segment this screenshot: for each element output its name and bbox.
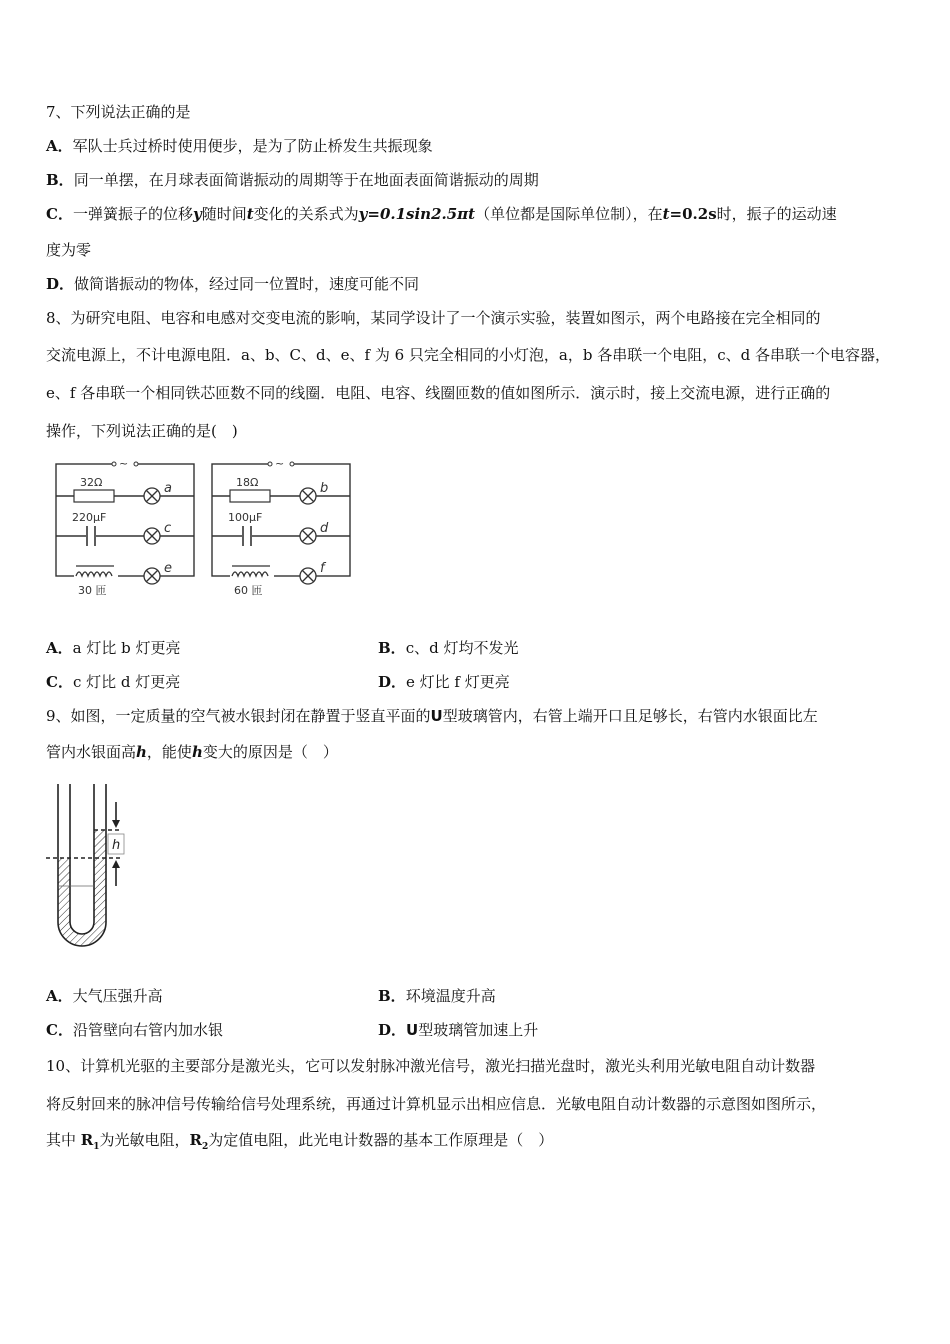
option-label: C． (46, 673, 73, 691)
option-text: 随时间 (201, 205, 247, 223)
ac-source-left (112, 457, 138, 470)
option-text: 同一单摆，在月球表面简谐振动的周期等于在地面表面简谐振动的周期 (73, 171, 539, 189)
q10-stem-line2: 将反射回来的脉冲信号传输给信号处理系统，再通过计算机显示出相应信息．光敏电阻自动计数器的示意图如图所示， (46, 1095, 827, 1113)
option-text: （单位都是国际单位制），在 (475, 205, 663, 223)
option-text: 做简谐振动的物体，经过同一位置时，速度可能不同 (74, 275, 420, 293)
lamp-label: e (164, 561, 172, 576)
var-h: h (136, 743, 147, 761)
lamp-label: d (320, 521, 329, 536)
option-text: 型玻璃管加速上升 (418, 1021, 539, 1039)
option-text: 军队士兵过桥时使用便步，是为了防止桥发生共振现象 (72, 137, 433, 155)
var-y: y (192, 205, 202, 223)
lamp-a (144, 488, 160, 504)
option-text: 变化的关系式为 (253, 205, 359, 223)
coil-right (230, 566, 274, 597)
option-label: A． (46, 137, 73, 155)
lamp-label: c (164, 521, 172, 536)
lamp-label: f (320, 561, 325, 576)
capacitor-value: 220μF (72, 511, 107, 524)
option-label: A． (46, 987, 73, 1005)
lamp-label: b (320, 481, 329, 496)
option-text: 时，振子的运动速 (716, 205, 837, 223)
q8-option-a (46, 638, 181, 658)
capacitor-left (72, 511, 106, 548)
stem-text: 型玻璃管内，右管上端开口且足够长，右管内水银面比左 (442, 707, 818, 725)
coil-turns: 60 匝 (234, 584, 263, 597)
q7-option-b (46, 170, 539, 190)
q10-stem-line3 (46, 1130, 553, 1157)
resistor-right (230, 476, 270, 502)
capacitor-right (228, 511, 262, 548)
option-text: 环境温度升高 (405, 987, 496, 1005)
option-label: C． (46, 1021, 73, 1039)
option-text: e 灯比 f 灯更亮 (406, 673, 510, 691)
resistor-value: 18Ω (236, 476, 259, 489)
equation: y=0.1sin2.5πt (358, 205, 476, 223)
q7-option-c (46, 204, 837, 224)
coil-turns: 30 匝 (78, 584, 107, 597)
q9-option-d (378, 1020, 538, 1040)
option-text: c 灯比 d 灯更亮 (72, 673, 181, 691)
ac-source-right (268, 457, 294, 470)
resistor-value: 32Ω (80, 476, 103, 489)
lamp-b (300, 488, 316, 504)
lamp-c (144, 528, 160, 544)
q7-option-c-continued: 度为零 (46, 241, 92, 259)
q8-option-c (46, 672, 180, 692)
time-value: =0.2s (669, 205, 717, 223)
q9-option-b (378, 986, 496, 1006)
q8-stem-line2: 交流电源上，不计电源电阻．a、b、C、d、e、f 为 6 只完全相同的小灯泡，a，b 各串联一个电阻，c、d 各串联一个电容器， (46, 346, 890, 364)
coil-left (74, 566, 118, 597)
q9-u-tube-figure (46, 782, 136, 962)
var-t: t (246, 205, 254, 223)
stem-text: 其中 (46, 1131, 81, 1149)
q9-stem-line2 (46, 742, 338, 762)
q8-option-b (378, 638, 518, 658)
option-label: C． (46, 205, 73, 223)
option-label: D． (378, 673, 407, 691)
option-text: 大气压强升高 (72, 987, 163, 1005)
lamp-e (144, 568, 160, 584)
q7-option-a (46, 136, 433, 156)
r1-symbol: $R_1$ (80, 1131, 100, 1152)
q9-option-c (46, 1020, 223, 1040)
option-text: a 灯比 b 灯更亮 (72, 639, 181, 657)
u-letter: U (430, 707, 443, 725)
stem-text: 变大的原因是（ ） (202, 743, 338, 761)
stem-text: 9、如图，一定质量的空气被水银封闭在静置于竖直平面的 (46, 707, 431, 725)
ac-symbol: ~ (275, 457, 285, 470)
option-text: 一弹簧振子的位移 (72, 205, 193, 223)
option-label: B． (378, 639, 406, 657)
q9-option-a (46, 986, 163, 1006)
lamp-label: a (164, 481, 172, 496)
q9-stem-line1 (46, 706, 818, 726)
option-text: 沿管壁向右管内加水银 (72, 1021, 223, 1039)
r2-symbol: $R_2$ (189, 1131, 209, 1152)
option-text: c、d 灯均不发光 (405, 639, 519, 657)
q10-stem-line1: 10、计算机光驱的主要部分是激光头，它可以发射脉冲激光信号，激光扫描光盘时，激光头利用光敏电阻自动计数器 (46, 1057, 816, 1075)
option-label: B． (378, 987, 406, 1005)
stem-text: ，能使 (146, 743, 192, 761)
q8-stem-line1: 8、为研究电阻、电容和电感对交变电流的影响，某同学设计了一个演示实验，装置如图示，两个电路接在完全相同的 (46, 309, 821, 327)
q8-circuit-figure (48, 452, 358, 602)
h-label: h (112, 838, 121, 853)
q8-stem-line4: 操作，下列说法正确的是( ) (46, 422, 238, 440)
resistor-left (74, 476, 114, 502)
option-label: A． (46, 639, 73, 657)
var-t: t (662, 205, 670, 223)
lamp-d (300, 528, 316, 544)
var-h: h (191, 743, 203, 761)
stem-text: 管内水银面高 (46, 743, 137, 761)
lamp-f (300, 568, 316, 584)
q8-stem-line3: e、f 各串联一个相同铁芯匝数不同的线圈．电阻、电容、线圈匝数的值如图所示．演示时，接上交流电源，进行正确的 (46, 384, 831, 402)
q7-stem: 7、下列说法正确的是 (46, 103, 191, 121)
option-label: D． (46, 275, 75, 293)
stem-text: 为光敏电阻， (99, 1131, 190, 1149)
stem-text: 为定值电阻，此光电计数器的基本工作原理是（ ） (208, 1131, 554, 1149)
q7-option-d (46, 274, 419, 294)
q8-option-d (378, 672, 510, 692)
option-label: D． (378, 1021, 407, 1039)
u-letter: U (406, 1021, 419, 1039)
ac-symbol: ~ (119, 457, 129, 470)
option-label: B． (46, 171, 74, 189)
capacitor-value: 100μF (228, 511, 263, 524)
